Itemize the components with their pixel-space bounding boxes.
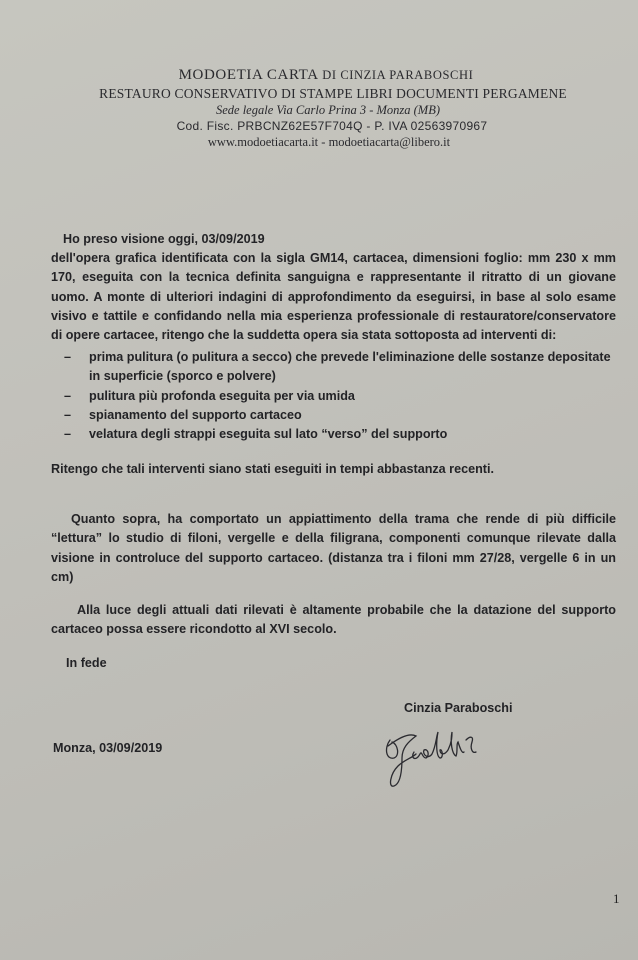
conclusion-paragraph: Alla luce degli attuali dati rilevati è altamente probabile che la datazione del supporto cartaceo possa essere ricondotto al XVI secolo. — [51, 603, 616, 637]
interventions-list — [64, 348, 619, 444]
company-name — [14, 66, 638, 85]
company-address: Sede legale Via Carlo Prina 3 - Monza (MB) — [215, 103, 441, 117]
company-contacts: www.modoetiacarta.it - modoetiacarta@libero.it — [207, 135, 451, 149]
list-item — [64, 406, 619, 425]
handwritten-signature-icon — [378, 718, 508, 793]
dash-bullet: – — [64, 407, 72, 422]
signer-name: Cinzia Paraboschi — [404, 701, 513, 715]
company-tagline: RESTAURO CONSERVATIVO DI STAMPE LIBRI DOCUMENTI PERGAMENE — [99, 86, 567, 101]
opening-line: Ho preso visione oggi, 03/09/2019 — [63, 232, 265, 246]
letterhead — [0, 66, 638, 150]
list-item — [64, 348, 619, 387]
analysis-paragraph: Quanto sopra, ha comportato un appiattimento della trama che rende di più difficile “lettura” lo studio di filoni, vergelle e della filigrana, componenti comunque rilevate dalla visione in controluce del supporto cartaceo. (distanza tra i filoni mm 27/28, vergelle 6 in un cm) — [51, 512, 616, 584]
dash-bullet: – — [64, 427, 72, 442]
company-tax-ids: Cod. Fisc. PRBCNZ62E57F704Q - P. IVA 02563970967 — [176, 119, 488, 133]
list-item-text: velatura degli strappi eseguita sul lato “verso” del supporto — [89, 427, 448, 442]
recent-statement: Ritengo che tali interventi siano stati eseguiti in tempi abbastanza recenti. — [51, 462, 494, 476]
list-item — [64, 425, 619, 444]
company-name-main: MODOETIA CARTA — [178, 67, 318, 83]
dash-bullet: – — [64, 388, 72, 403]
closing: In fede — [66, 656, 107, 670]
list-item-text: prima pulitura (o pulitura a secco) che prevede l'eliminazione delle sostanze depositate in superficie (sporco e polvere) — [89, 350, 611, 384]
intro-paragraph: dell'opera grafica identificata con la sigla GM14, cartacea, dimensioni foglio: mm 230 x mm 170, eseguita con la tecnica definita sanguigna e rappresentante il ritratto di un giovane uomo. A monte di ulteriori indagini di approfondimento da eseguirsi, in base al solo esame visivo e tattile e confidando nella mia esperienza professionale di restauratore/conservatore di opere cartacee, ritengo che la suddetta opera sia stata sottoposta ad interventi di: — [51, 251, 616, 343]
dash-bullet: – — [64, 350, 72, 364]
list-item-text: spianamento del supporto cartaceo — [89, 407, 302, 422]
list-item — [64, 387, 619, 406]
list-item-text: pulitura più profonda eseguita per via umida — [89, 388, 355, 403]
page-number: 1 — [613, 891, 620, 906]
place-date: Monza, 03/09/2019 — [53, 741, 163, 755]
company-name-suffix: DI CINZIA PARABOSCHI — [322, 68, 474, 82]
